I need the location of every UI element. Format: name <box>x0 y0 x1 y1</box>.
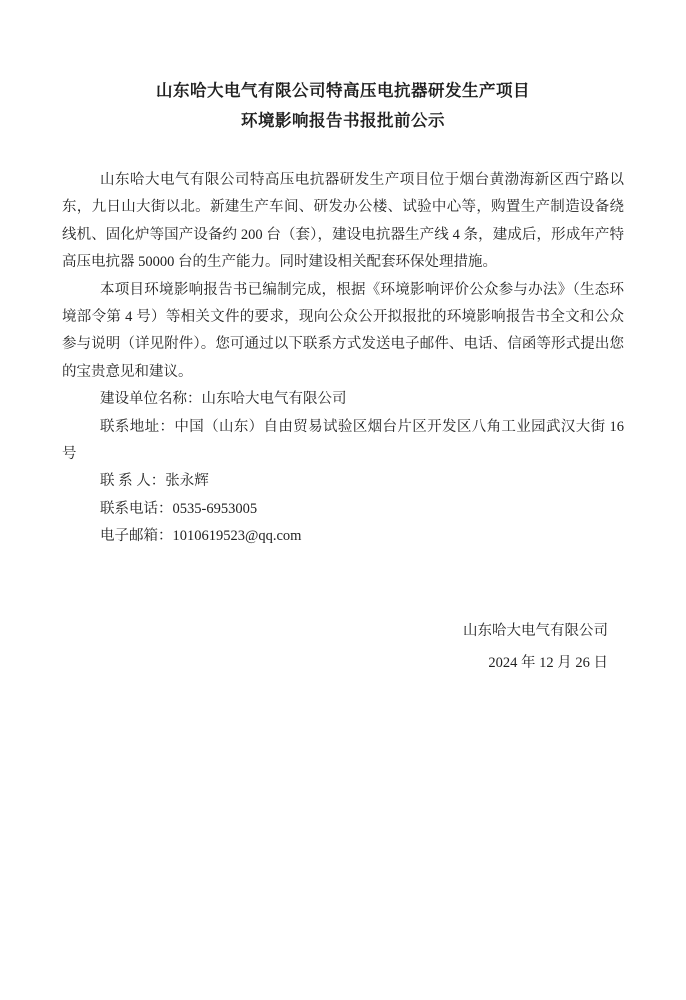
doc-body <box>62 167 624 679</box>
doc-title-line1: 山东哈大电气有限公司特高压电抗器研发生产项目 <box>156 81 530 100</box>
contact-line-address <box>62 414 624 469</box>
paragraph-project-overview: 山东哈大电气有限公司特高压电抗器研发生产项目位于烟台黄渤海新区西宁路以东，九日山大街以北。新建生产车间、研发办公楼、试验中心等，购置生产制造设备绕线机、固化炉等国产设备约 200 台（套），建设电抗器生产线 4 条，建成后，形成年产特高压电抗器 50000 台的生产能力。同时建设相关配套环保处理措施。 <box>62 172 624 271</box>
contact-label-unit-name: 建设单位名称： <box>100 391 202 408</box>
contact-line-unit-name <box>62 386 624 413</box>
contact-value-email: 1010619523@qq.com <box>172 528 302 545</box>
signature-date: 2024 年 12 月 26 日 <box>488 654 608 671</box>
contact-value-address: 中国（山东）自由贸易试验区烟台片区开发区八角工业园武汉大街 16 号 <box>62 418 625 463</box>
contact-line-phone <box>62 496 624 523</box>
doc-title-line2: 环境影响报告书报批前公示 <box>241 111 445 130</box>
signature-block <box>62 615 624 679</box>
contact-label-person: 联 系 人： <box>100 473 166 490</box>
contact-line-email <box>62 523 624 550</box>
contact-value-person: 张永辉 <box>165 473 209 490</box>
contact-value-phone: 0535-6953005 <box>172 500 258 517</box>
contact-label-phone: 联系电话： <box>100 500 173 517</box>
contact-value-unit-name: 山东哈大电气有限公司 <box>201 391 347 408</box>
contact-label-address: 联系地址： <box>100 418 175 435</box>
contact-line-person <box>62 468 624 495</box>
paragraph-public-participation: 本项目环境影响报告书已编制完成，根据《环境影响评价公众参与办法》（生态环境部令第 4 号）等相关文件的要求，现向公众公开拟报批的环境影响报告书全文和公众参与说明（详见附件）。您可通过以下联系方式发送电子邮件、电话、信函等形式提出您的宝贵意见和建议。 <box>62 281 624 380</box>
contact-label-email: 电子邮箱： <box>100 528 173 545</box>
signature-company: 山东哈大电气有限公司 <box>463 622 608 639</box>
